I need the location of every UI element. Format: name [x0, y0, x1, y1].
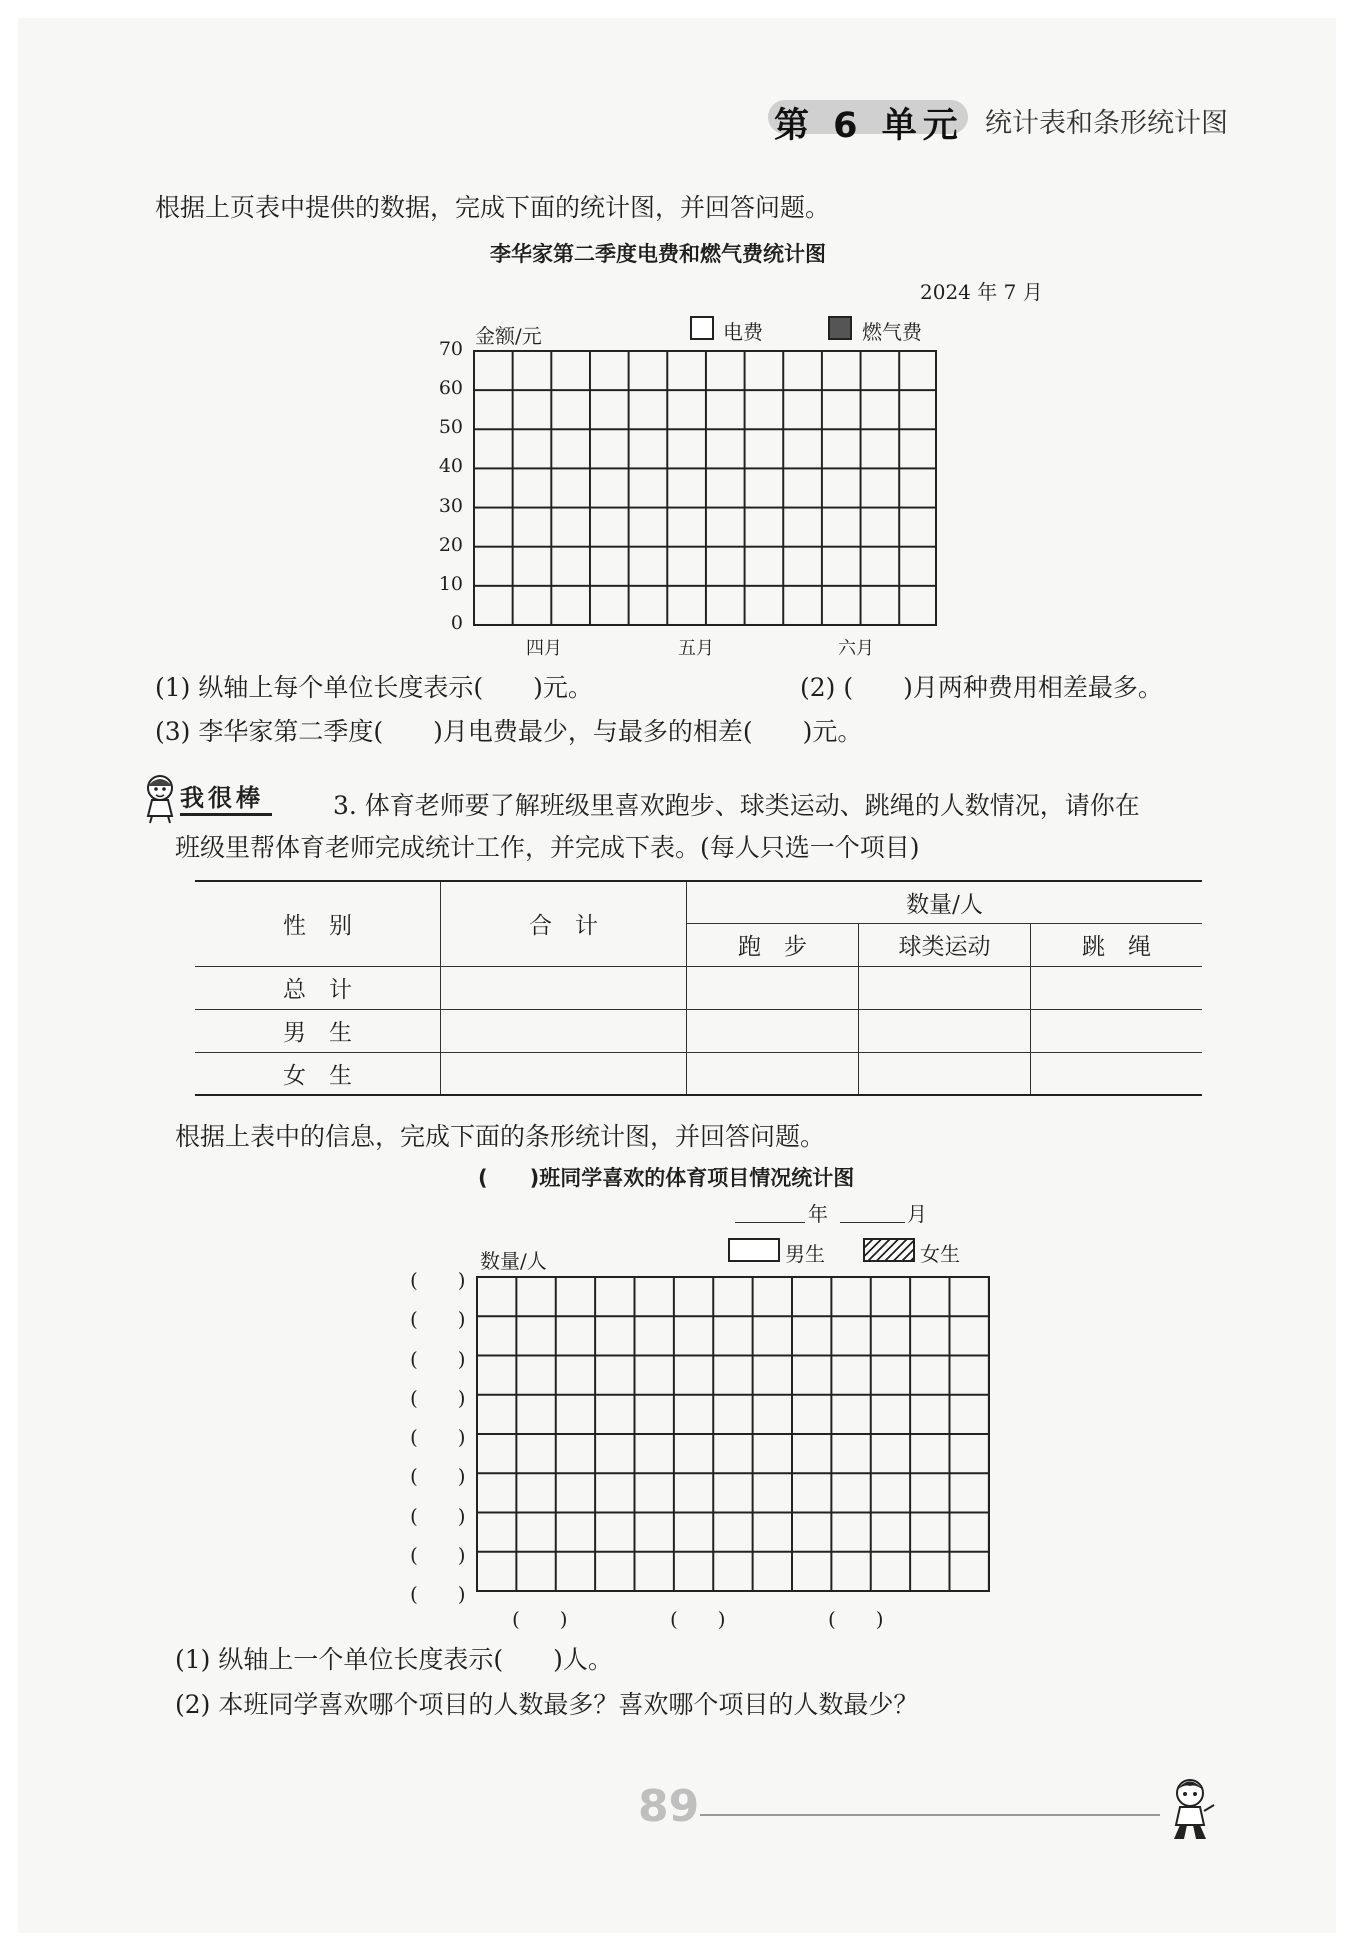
chart2-x-category-blank[interactable]: ( ): [512, 1607, 568, 1631]
section1-intro: 根据上页表中提供的数据，完成下面的统计图，并回答问题。: [155, 193, 831, 222]
legend-electric-swatch: [690, 316, 714, 340]
chart2-y-tick-blank[interactable]: ( ): [410, 1268, 466, 1292]
page-number: 89: [638, 1781, 700, 1832]
chart2-y-tick-blank[interactable]: ( ): [410, 1464, 466, 1489]
section2-question-1: (1) 纵轴上一个单位长度表示( )人。: [175, 1645, 613, 1674]
table-header-gender: 性 别: [195, 881, 441, 966]
table-cell-input[interactable]: [441, 966, 687, 1009]
table-header-total: 合 计: [441, 881, 687, 966]
table-cell-input[interactable]: [687, 966, 859, 1009]
chart1-y-tick-label: 10: [438, 572, 463, 595]
legend-electric-label: 电费: [723, 320, 763, 344]
table-header-jump-rope: 跳 绳: [1031, 923, 1203, 966]
chart1-date: 2024 年 7 月: [920, 280, 1043, 304]
table-header-running: 跑 步: [687, 923, 859, 966]
table-cell-input[interactable]: [1031, 1009, 1203, 1052]
table-row: [195, 1052, 1202, 1095]
legend-gas-swatch: [828, 316, 852, 340]
chart2-y-unit: 数量/人: [480, 1249, 547, 1273]
chart1-y-tick-label: 30: [438, 494, 463, 517]
table-row-label: 总 计: [195, 966, 441, 1009]
chart2-y-tick-blank[interactable]: ( ): [410, 1346, 466, 1371]
chart1-y-tick-label: 0: [450, 612, 463, 634]
table-cell-input[interactable]: [1031, 966, 1203, 1009]
table-header-ball-sports: 球类运动: [859, 923, 1031, 966]
chart1-y-tick-label: 60: [438, 377, 463, 400]
chart1-y-tick-label: 40: [438, 455, 463, 478]
table-cell-input[interactable]: [859, 1052, 1031, 1095]
unit-subtitle: 统计表和条形统计图: [985, 108, 1228, 139]
table-cell-input[interactable]: [441, 1052, 687, 1095]
chart2-date-month: 月: [907, 1202, 927, 1226]
praise-badge-label: 我很棒: [180, 778, 272, 816]
table-cell-input[interactable]: [687, 1009, 859, 1052]
chart1-x-tick-label: 六月: [838, 638, 874, 659]
problem3-statement-cont: 班级里帮体育老师完成统计工作，并完成下表。(每人只选一个项目): [175, 833, 920, 862]
chart2-y-tick-blank[interactable]: ( ): [410, 1542, 466, 1567]
section1-question-1: (1) 纵轴上每个单位长度表示( )元。: [155, 673, 593, 702]
section2-question-2: (2) 本班同学喜欢哪个项目的人数最多？喜欢哪个项目的人数最少？: [175, 1690, 919, 1719]
chart2-y-tick-blank[interactable]: ( ): [410, 1582, 466, 1606]
section2-intro: 根据上表中的信息，完成下面的条形统计图，并回答问题。: [175, 1122, 826, 1151]
table-row: [195, 1009, 1202, 1052]
table-header-count: 数量/人: [687, 881, 1203, 923]
chart1-y-tick-label: 50: [438, 416, 463, 439]
chart2-title: ( )班同学喜欢的体育项目情况统计图: [478, 1166, 855, 1190]
table-row-label: 男 生: [195, 1009, 441, 1052]
problem3-statement: 3. 体育老师要了解班级里喜欢跑步、球类运动、跳绳的人数情况，请你在: [333, 791, 1140, 820]
table-cell-input[interactable]: [1031, 1052, 1203, 1095]
chart2-y-tick-blank[interactable]: ( ): [410, 1307, 466, 1332]
chart1-title: 李华家第二季度电费和燃气费统计图: [490, 242, 826, 266]
survey-table: [195, 880, 1202, 1096]
chart2-y-tick-blank[interactable]: ( ): [410, 1425, 466, 1449]
table-cell-input[interactable]: [859, 1009, 1031, 1052]
chart1-y-tick-label: 70: [438, 338, 463, 360]
praise-badge: [140, 772, 310, 820]
chart2-y-tick-blank[interactable]: ( ): [410, 1385, 466, 1410]
table-row-label: 女 生: [195, 1052, 441, 1095]
footer-rule: [700, 1814, 1160, 1816]
legend-boys-swatch: [728, 1238, 780, 1262]
cartoon-boy-icon: [1160, 1775, 1220, 1845]
cartoon-girl-icon: [140, 772, 182, 824]
month-blank[interactable]: [840, 1222, 905, 1223]
legend-boys-label: 男生: [785, 1242, 825, 1266]
chart1-y-tick-label: 20: [438, 533, 463, 556]
table-cell-input[interactable]: [441, 1009, 687, 1052]
year-blank[interactable]: [735, 1222, 805, 1223]
unit-number: 第 6 单元: [774, 106, 964, 146]
chart1-grid: [473, 350, 937, 626]
chart1-x-tick-label: 四月: [526, 638, 562, 659]
table-row: [195, 966, 1202, 1009]
section1-question-2: (2) ( )月两种费用相差最多。: [800, 673, 1163, 702]
chart2-x-category-blank[interactable]: ( ): [828, 1607, 884, 1631]
table-cell-input[interactable]: [687, 1052, 859, 1095]
chart2-y-tick-blank[interactable]: ( ): [410, 1503, 466, 1528]
legend-girls-label: 女生: [920, 1242, 960, 1266]
legend-gas-label: 燃气费: [862, 320, 922, 344]
chart2-x-category-blank[interactable]: ( ): [670, 1607, 726, 1631]
table-cell-input[interactable]: [859, 966, 1031, 1009]
chart2-date-year: 年: [808, 1202, 828, 1226]
chart1-x-tick-label: 五月: [678, 638, 714, 659]
chart1-y-unit: 金额/元: [475, 324, 542, 348]
legend-girls-swatch: [863, 1238, 915, 1262]
chart2-grid: [476, 1276, 990, 1592]
unit-heading: [768, 98, 968, 146]
section1-question-3: (3) 李华家第二季度( )月电费最少，与最多的相差( )元。: [155, 717, 863, 746]
